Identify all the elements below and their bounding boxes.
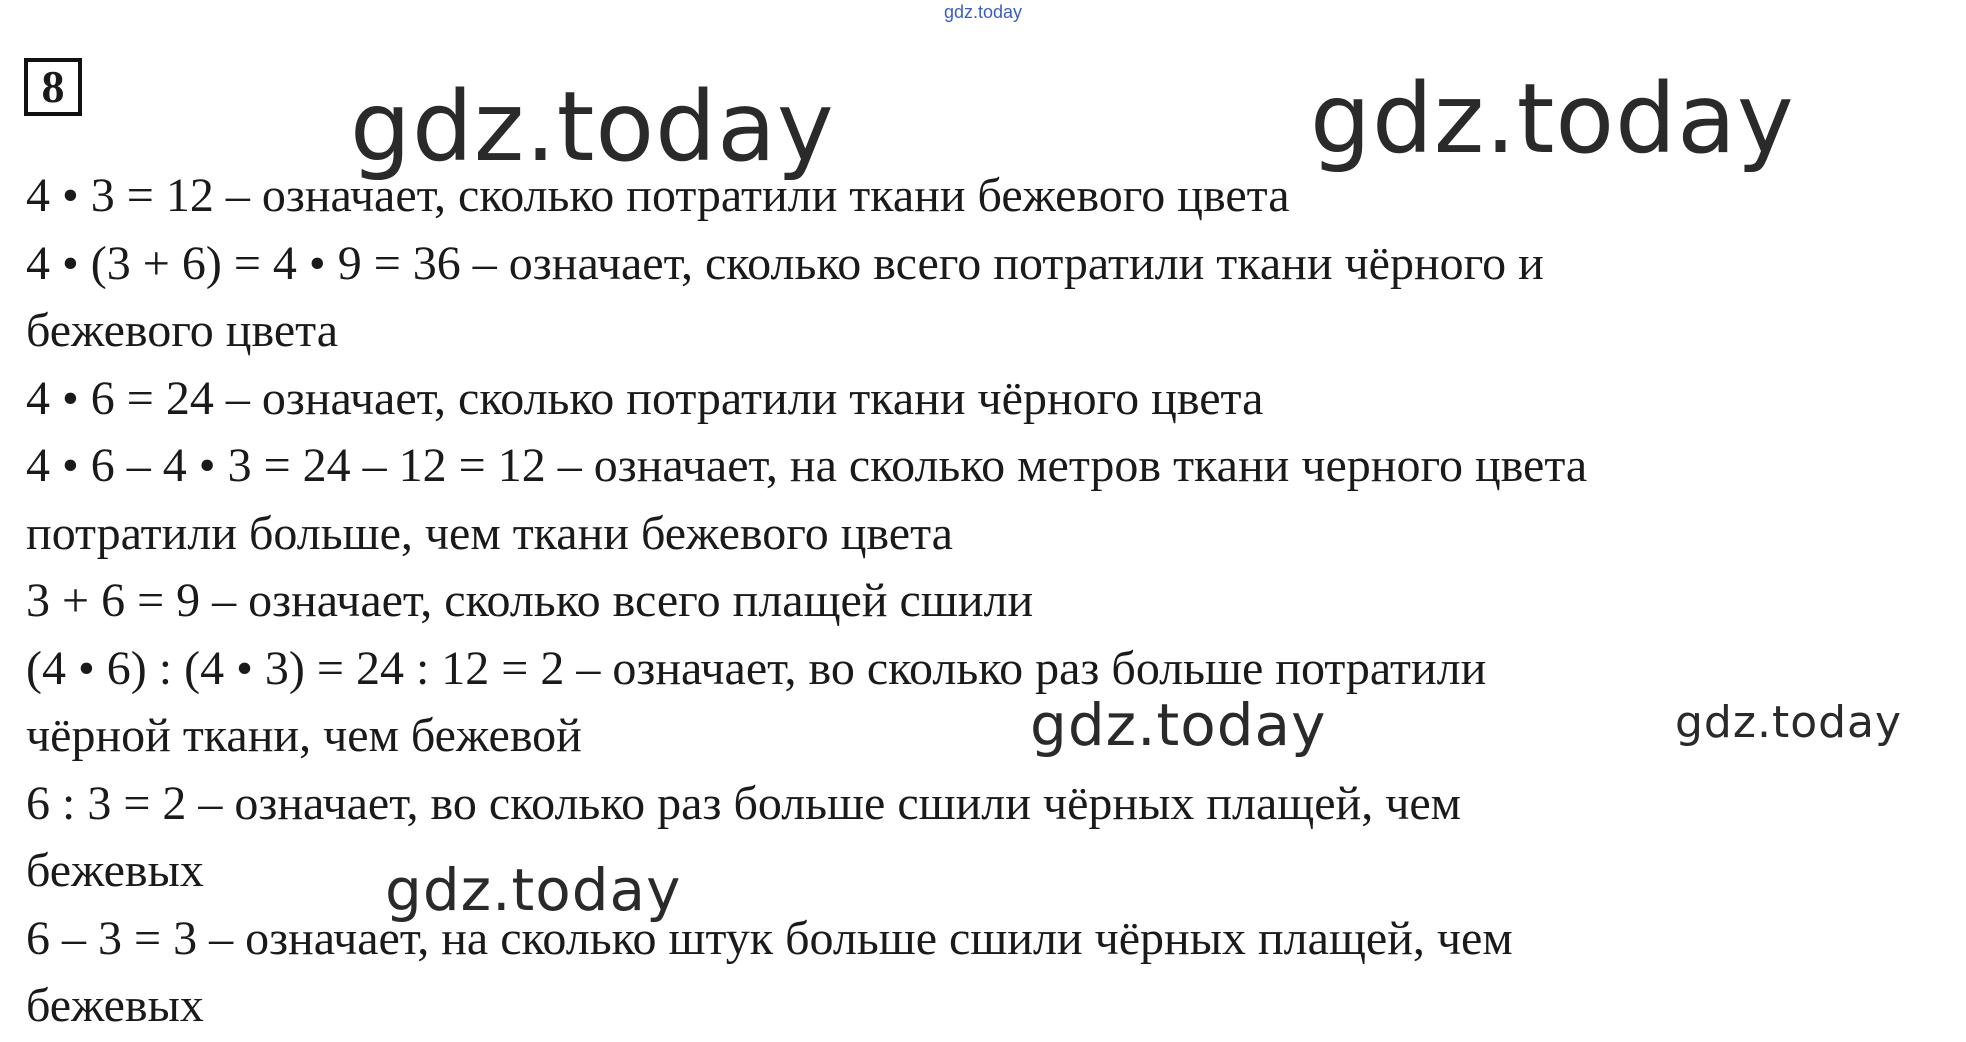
solution-line: 4 • 3 = 12 – означает, сколько потратили ткани бежевого цвета [26,169,1290,222]
watermark: gdz.today [1675,697,1903,748]
site-mark: gdz.today [943,2,1023,22]
solution-line: потратили больше, чем ткани бежевого цвета [26,506,953,560]
solution-line: бежевых [26,979,204,1032]
solution-line: 4 • 6 – 4 • 3 = 24 – 12 = 12 – означает, на сколько метров ткани черного цвета [26,439,1588,492]
solution-line: бежевых [26,844,204,897]
solution-line: 6 : 3 = 2 – означает, во сколько раз больше сшили чёрных плащей, чем [26,776,1462,830]
solution-line: чёрной ткани, чем бежевой [26,709,582,762]
solution-line: 3 + 6 = 9 – означает, сколько всего плащей сшили [26,574,1034,627]
watermark: gdz.today [350,71,835,183]
solution-line: бежевого цвета [26,304,338,357]
solution-line: 4 • 6 = 24 – означает, сколько потратили ткани чёрного цвета [26,371,1264,425]
solution-line: 6 – 3 = 3 – означает, на сколько штук больше сшили чёрных плащей, чем [26,911,1513,965]
watermark: gdz.today [385,856,682,924]
watermark: gdz.today [1030,691,1327,759]
solution-line: (4 • 6) : (4 • 3) = 24 : 12 = 2 – означает, во сколько раз больше потратили [26,641,1487,695]
task-number-box: 8 [24,58,82,116]
solution-line: 4 • (3 + 6) = 4 • 9 = 36 – означает, сколько всего потратили ткани чёрного и [26,236,1544,290]
watermark: gdz.today [1310,63,1795,175]
solution-text [26,162,1956,1040]
